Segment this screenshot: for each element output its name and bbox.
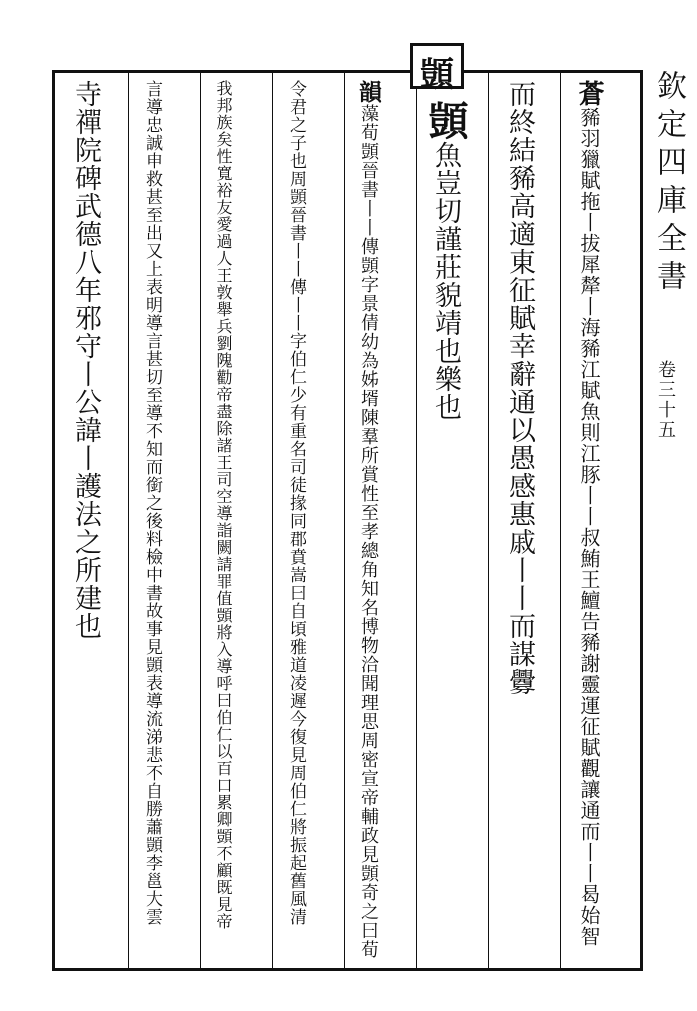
left-outer-border <box>52 70 55 970</box>
bottom-border <box>52 968 643 971</box>
text-column-1 <box>576 80 602 947</box>
column-text: 寺禪院碑武德八年邪守丨公諱丨護法之所建也 <box>70 80 101 640</box>
text-column-6 <box>212 80 234 930</box>
text-column-2 <box>502 80 536 696</box>
entry-head: 顗 <box>422 100 469 141</box>
column-text: 而終結豨高適東征賦幸辭通以愚感惠戚丨丨而謀釁 <box>504 80 535 696</box>
text-column-4 <box>356 80 380 959</box>
column-rule-3 <box>416 72 417 968</box>
column-text: 豨羽獵賦拖丨拔犀犛丨海豨江賦魚則江豚丨丨叔鮪王鱣告豨謝靈運征賦觀讓通而丨丨曷始智 <box>577 107 601 947</box>
volume-label: 卷三十五 <box>655 360 676 440</box>
text-column-3 <box>422 100 469 421</box>
text-column-5 <box>284 80 307 926</box>
column-text: 令君之子也周顗晉書丨丨傳丨丨字伯仁少有重名司徒掾同郡賁嵩曰自頃雅道凌遲今復見周伯仁將振起舊風清 <box>286 80 306 926</box>
right-outer-border <box>640 70 643 970</box>
column-text: 我邦族矣性寬裕友愛過人王敦舉兵劉隗勸帝盡除諸王司空導詣闕請罪值顗將入導呼曰伯仁以百口累卿顗不顧既見帝 <box>214 80 233 930</box>
column-text: 魚豈切謹莊貌靖也樂也 <box>430 141 461 421</box>
book-title: 欽定四庫全書 <box>651 70 686 298</box>
column-rule-7 <box>128 72 129 968</box>
text-column-8 <box>68 80 102 640</box>
column-rule-4 <box>344 72 345 968</box>
top-border <box>52 70 643 73</box>
entry-head: 韻 <box>355 80 382 104</box>
heading-tab-char: 顗 <box>420 55 454 95</box>
column-text: 藻荀顗晉書丨丨傳顗字景倩幼為姊壻陳羣所賞性至孝總角知名博物洽聞理思周密宣帝輔政見顗奇之曰荀 <box>358 104 379 959</box>
column-rule-5 <box>272 72 273 968</box>
text-column-7 <box>140 80 163 926</box>
column-rule-1 <box>560 72 561 968</box>
column-rule-6 <box>200 72 201 968</box>
column-rule-2 <box>488 72 489 968</box>
entry-head: 蒼 <box>574 80 604 107</box>
column-text: 言導忠誠申救甚至出又上表明導言甚切至導不知而銜之後料檢中書故事見顗表導流涕悲不自勝蕭顗李邕大雲 <box>142 80 162 926</box>
